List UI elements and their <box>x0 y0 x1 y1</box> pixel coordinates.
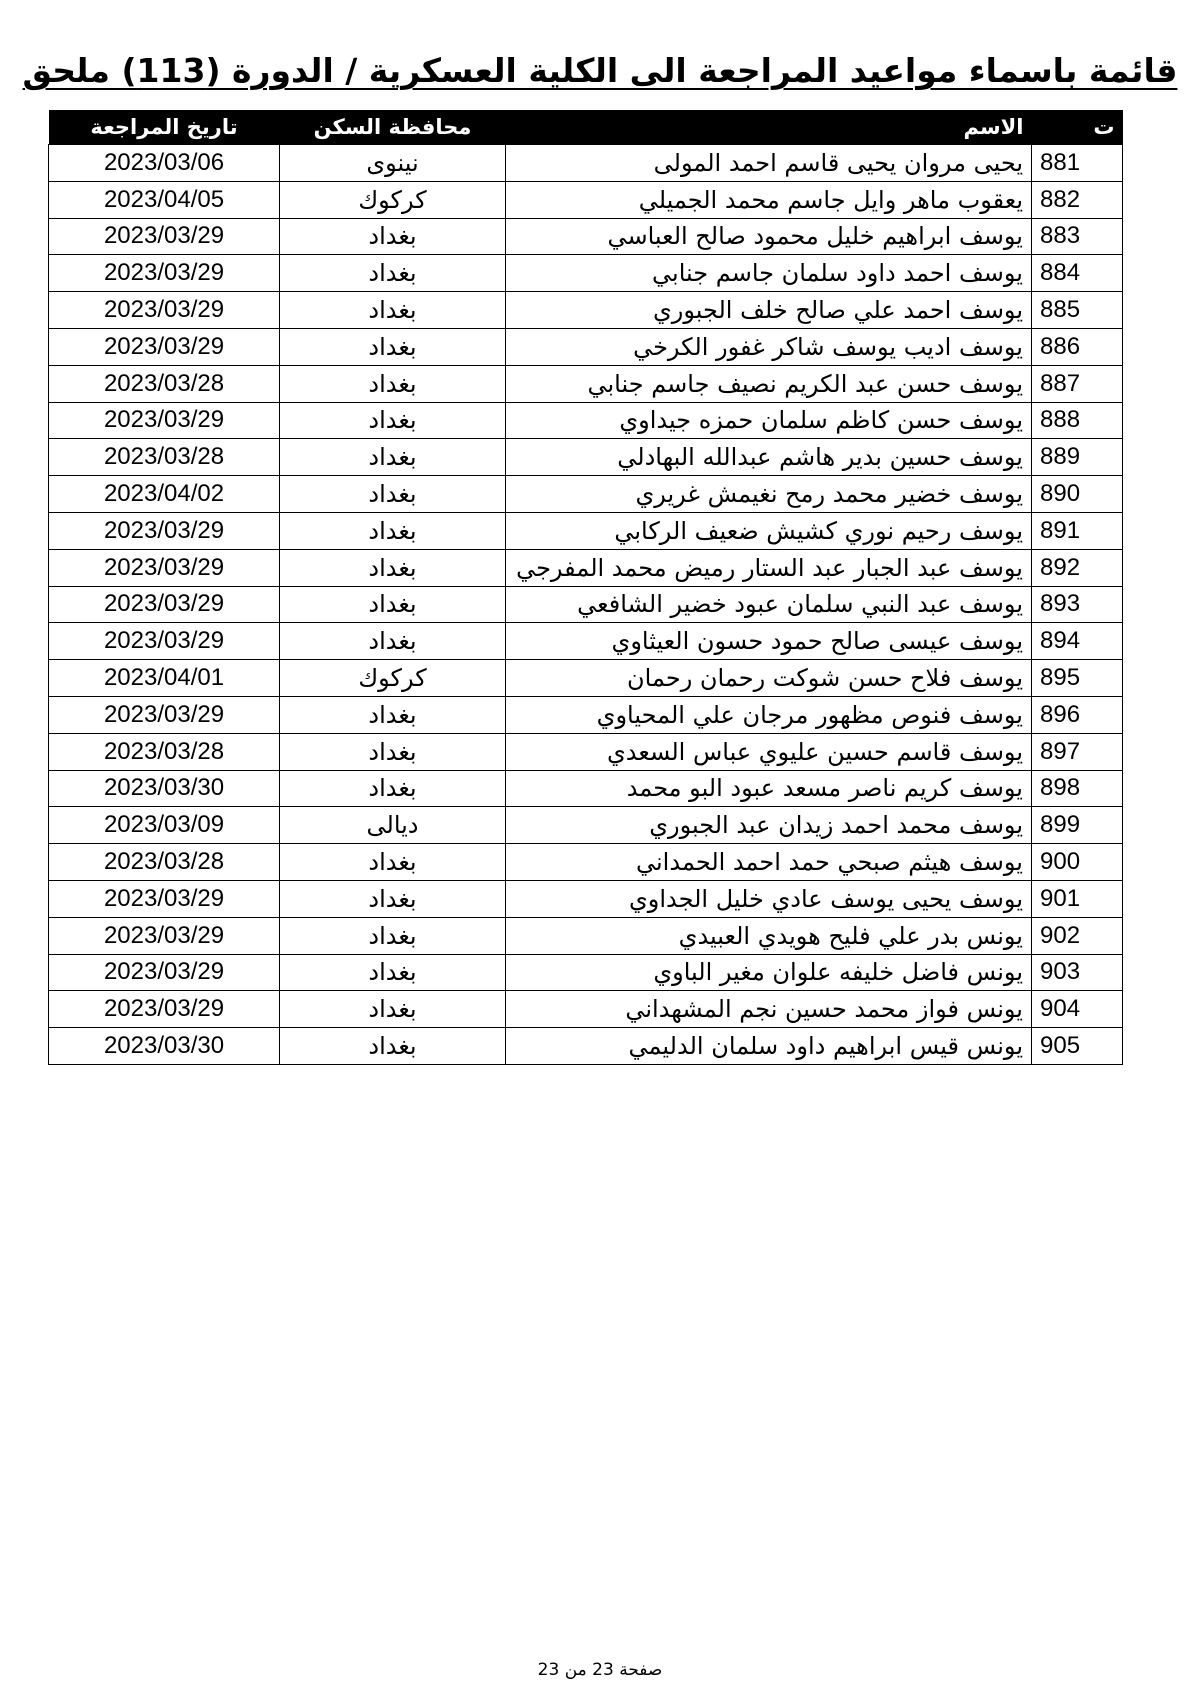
cell-date: 2023/03/09 <box>49 807 280 844</box>
cell-date: 2023/03/29 <box>49 586 280 623</box>
cell-num: 895 <box>1032 660 1123 697</box>
cell-num: 887 <box>1032 365 1123 402</box>
cell-date: 2023/03/29 <box>49 623 280 660</box>
cell-governorate: ديالى <box>280 807 506 844</box>
cell-governorate: بغداد <box>280 439 506 476</box>
cell-governorate: نينوى <box>280 145 506 182</box>
cell-governorate: بغداد <box>280 733 506 770</box>
cell-governorate: بغداد <box>280 696 506 733</box>
cell-governorate: بغداد <box>280 954 506 991</box>
header-governorate: محافظة السكن <box>280 110 506 145</box>
table-row <box>49 696 1123 733</box>
cell-date: 2023/03/29 <box>49 549 280 586</box>
cell-date: 2023/03/29 <box>49 991 280 1028</box>
cell-name: يونس فواز محمد حسين نجم المشهداني <box>506 991 1032 1028</box>
cell-date: 2023/03/28 <box>49 439 280 476</box>
cell-num: 883 <box>1032 218 1123 255</box>
cell-governorate: بغداد <box>280 549 506 586</box>
cell-num: 897 <box>1032 733 1123 770</box>
table-row <box>49 181 1123 218</box>
table-row <box>49 549 1123 586</box>
table-row <box>49 917 1123 954</box>
header-date: تاريخ المراجعة <box>49 110 280 145</box>
table-row <box>49 439 1123 476</box>
cell-governorate: بغداد <box>280 328 506 365</box>
cell-name: يوسف حسن كاظم سلمان حمزه جيداوي <box>506 402 1032 439</box>
cell-governorate: بغداد <box>280 586 506 623</box>
cell-num: 900 <box>1032 844 1123 881</box>
table-row <box>49 807 1123 844</box>
document-title-text: قائمة باسماء مواعيد المراجعة الى الكلية العسكرية / الدورة (113) ملحق <box>22 51 1178 90</box>
cell-governorate: بغداد <box>280 402 506 439</box>
cell-governorate: بغداد <box>280 512 506 549</box>
cell-date: 2023/03/28 <box>49 365 280 402</box>
cell-date: 2023/03/29 <box>49 880 280 917</box>
cell-num: 893 <box>1032 586 1123 623</box>
cell-num: 894 <box>1032 623 1123 660</box>
cell-governorate: بغداد <box>280 1028 506 1065</box>
cell-name: يوسف رحيم نوري كشيش ضعيف الركابي <box>506 512 1032 549</box>
roster-table <box>48 110 1123 1065</box>
cell-name: يونس فاضل خليفه علوان مغير الباوي <box>506 954 1032 991</box>
table-row <box>49 476 1123 513</box>
cell-name: يونس قيس ابراهيم داود سلمان الدليمي <box>506 1028 1032 1065</box>
cell-num: 890 <box>1032 476 1123 513</box>
cell-date: 2023/03/29 <box>49 696 280 733</box>
document-title <box>0 46 1200 96</box>
cell-num: 892 <box>1032 549 1123 586</box>
cell-num: 884 <box>1032 255 1123 292</box>
table-row <box>49 660 1123 697</box>
cell-date: 2023/04/05 <box>49 181 280 218</box>
cell-name: يوسف قاسم حسين عليوي عباس السعدي <box>506 733 1032 770</box>
cell-governorate: بغداد <box>280 623 506 660</box>
cell-name: يوسف احمد داود سلمان جاسم جنابي <box>506 255 1032 292</box>
cell-num: 891 <box>1032 512 1123 549</box>
cell-num: 889 <box>1032 439 1123 476</box>
cell-name: يوسف احمد علي صالح خلف الجبوري <box>506 292 1032 329</box>
cell-governorate: كركوك <box>280 660 506 697</box>
cell-date: 2023/03/28 <box>49 733 280 770</box>
cell-num: 899 <box>1032 807 1123 844</box>
cell-num: 886 <box>1032 328 1123 365</box>
table-row <box>49 991 1123 1028</box>
cell-governorate: بغداد <box>280 917 506 954</box>
cell-governorate: بغداد <box>280 218 506 255</box>
cell-name: يوسف حسن عبد الكريم نصيف جاسم جنابي <box>506 365 1032 402</box>
cell-num: 896 <box>1032 696 1123 733</box>
table-row <box>49 292 1123 329</box>
cell-name: يوسف ابراهيم خليل محمود صالح العباسي <box>506 218 1032 255</box>
cell-name: يوسف حسين بدير هاشم عبدالله البهادلي <box>506 439 1032 476</box>
cell-date: 2023/03/29 <box>49 512 280 549</box>
table-row <box>49 145 1123 182</box>
table-row <box>49 733 1123 770</box>
cell-num: 905 <box>1032 1028 1123 1065</box>
cell-governorate: بغداد <box>280 770 506 807</box>
table-row <box>49 365 1123 402</box>
cell-num: 902 <box>1032 917 1123 954</box>
table-row <box>49 1028 1123 1065</box>
cell-governorate: بغداد <box>280 880 506 917</box>
cell-name: يوسف عبد النبي سلمان عبود خضير الشافعي <box>506 586 1032 623</box>
cell-date: 2023/03/29 <box>49 402 280 439</box>
cell-governorate: بغداد <box>280 292 506 329</box>
cell-name: يوسف فنوص مظهور مرجان علي المحياوي <box>506 696 1032 733</box>
cell-name: يوسف عبد الجبار عبد الستار رميض محمد المفرجي <box>506 549 1032 586</box>
cell-date: 2023/03/29 <box>49 218 280 255</box>
cell-governorate: كركوك <box>280 181 506 218</box>
cell-name: يوسف عيسى صالح حمود حسون العيثاوي <box>506 623 1032 660</box>
cell-governorate: بغداد <box>280 255 506 292</box>
cell-name: يوسف محمد احمد زيدان عبد الجبوري <box>506 807 1032 844</box>
cell-name: يوسف اديب يوسف شاكر غفور الكرخي <box>506 328 1032 365</box>
cell-governorate: بغداد <box>280 365 506 402</box>
cell-name: يحيى مروان يحيى قاسم احمد المولى <box>506 145 1032 182</box>
cell-date: 2023/03/28 <box>49 844 280 881</box>
cell-date: 2023/03/29 <box>49 255 280 292</box>
cell-governorate: بغداد <box>280 844 506 881</box>
table-row <box>49 512 1123 549</box>
cell-date: 2023/04/01 <box>49 660 280 697</box>
cell-num: 898 <box>1032 770 1123 807</box>
cell-name: يونس بدر علي فليح هويدي العبيدي <box>506 917 1032 954</box>
cell-name: يعقوب ماهر وايل جاسم محمد الجميلي <box>506 181 1032 218</box>
roster-body <box>49 145 1123 1065</box>
table-row <box>49 844 1123 881</box>
cell-num: 901 <box>1032 880 1123 917</box>
cell-num: 904 <box>1032 991 1123 1028</box>
table-row <box>49 770 1123 807</box>
cell-name: يوسف يحيى يوسف عادي خليل الجداوي <box>506 880 1032 917</box>
cell-num: 882 <box>1032 181 1123 218</box>
cell-date: 2023/03/29 <box>49 292 280 329</box>
header-name: الاسم <box>506 110 1032 145</box>
cell-date: 2023/03/29 <box>49 328 280 365</box>
cell-date: 2023/03/29 <box>49 917 280 954</box>
table-row <box>49 880 1123 917</box>
table-row <box>49 954 1123 991</box>
cell-date: 2023/04/02 <box>49 476 280 513</box>
cell-name: يوسف هيثم صبحي حمد احمد الحمداني <box>506 844 1032 881</box>
cell-governorate: بغداد <box>280 476 506 513</box>
table-header-row <box>49 110 1123 145</box>
cell-date: 2023/03/30 <box>49 1028 280 1065</box>
cell-name: يوسف خضير محمد رمح نغيمش غريري <box>506 476 1032 513</box>
cell-date: 2023/03/29 <box>49 954 280 991</box>
table-row <box>49 402 1123 439</box>
table-row <box>49 623 1123 660</box>
header-num: ت <box>1032 110 1123 145</box>
cell-name: يوسف كريم ناصر مسعد عبود البو محمد <box>506 770 1032 807</box>
page-number: صفحة 23 من 23 <box>537 1660 663 1680</box>
cell-num: 881 <box>1032 145 1123 182</box>
table-row <box>49 328 1123 365</box>
cell-name: يوسف فلاح حسن شوكت رحمان رحمان <box>506 660 1032 697</box>
cell-num: 903 <box>1032 954 1123 991</box>
table-row <box>49 218 1123 255</box>
cell-governorate: بغداد <box>280 991 506 1028</box>
cell-num: 888 <box>1032 402 1123 439</box>
table-row <box>49 586 1123 623</box>
cell-date: 2023/03/06 <box>49 145 280 182</box>
table-row <box>49 255 1123 292</box>
cell-num: 885 <box>1032 292 1123 329</box>
cell-date: 2023/03/30 <box>49 770 280 807</box>
